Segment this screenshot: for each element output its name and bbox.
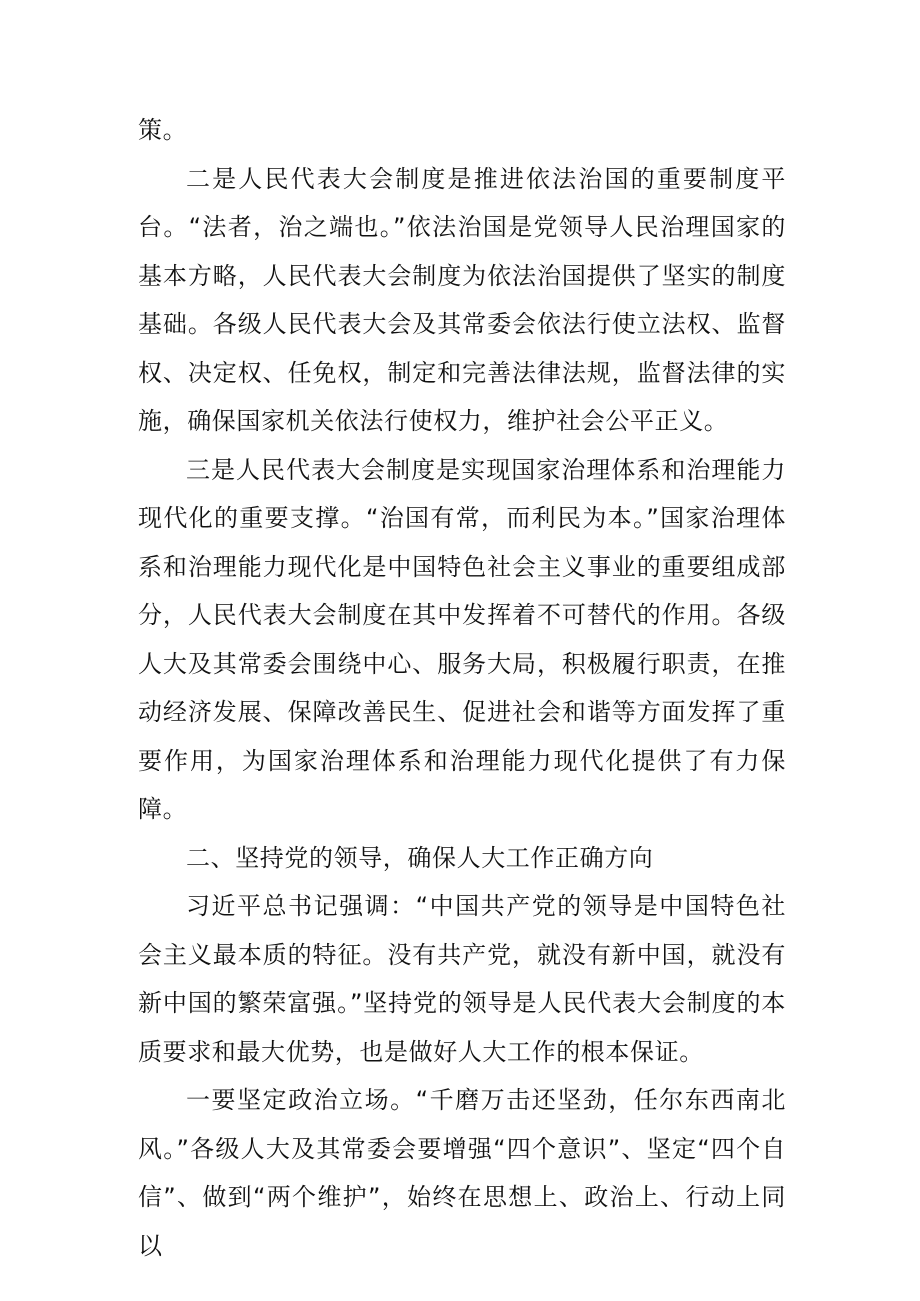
paragraph-point-two: 二是人民代表大会制度是推进依法治国的重要制度平台。“法者，治之端也。”依法治国是党领导人民治理国家的基本方略，人民代表大会制度为依法治国提供了坚实的制度基础。各级人民代表大会及其常委会依法行使立法权、监督权、决定权、任免权，制定和完善法律法规，监督法律的实施，确保国家机关依法行使权力，维护社会公平正义。 xyxy=(138,164,786,435)
paragraph-point-three: 三是人民代表大会制度是实现国家治理体系和治理能力现代化的重要支撑。“治国有常，而利民为本。”国家治理体系和治理能力现代化是中国特色社会主义事业的重要组成部分，人民代表大会制度在其中发挥着不可替代的作用。各级人大及其常委会围绕中心、服务大局，积极履行职责，在推动经济发展、保障改善民生、促进社会和谐等方面发挥了重要作用，为国家治理体系和治理能力现代化提供了有力保障。 xyxy=(138,455,786,823)
section-heading-two: 二、坚持党的领导，确保人大工作正确方向 xyxy=(186,843,654,872)
paragraph-requirement-one: 一要坚定政治立场。“千磨万击还坚劲，任尔东西南北风。”各级人大及其常委会要增强“四个意识”、坚定“四个自信”、做到“两个维护”，始终在思想上、政治上、行动上同以 xyxy=(138,1086,786,1260)
paragraph-continuation: 策。 xyxy=(138,116,188,144)
paragraph-quote: 习近平总书记强调：“中国共产党的领导是中国特色社会主义最本质的特征。没有共产党，就没有新中国，就没有新中国的繁荣富强。”坚持党的领导是人民代表大会制度的本质要求和最大优势，也是做好人大工作的根本保证。 xyxy=(138,892,786,1066)
document-body xyxy=(138,106,786,1270)
